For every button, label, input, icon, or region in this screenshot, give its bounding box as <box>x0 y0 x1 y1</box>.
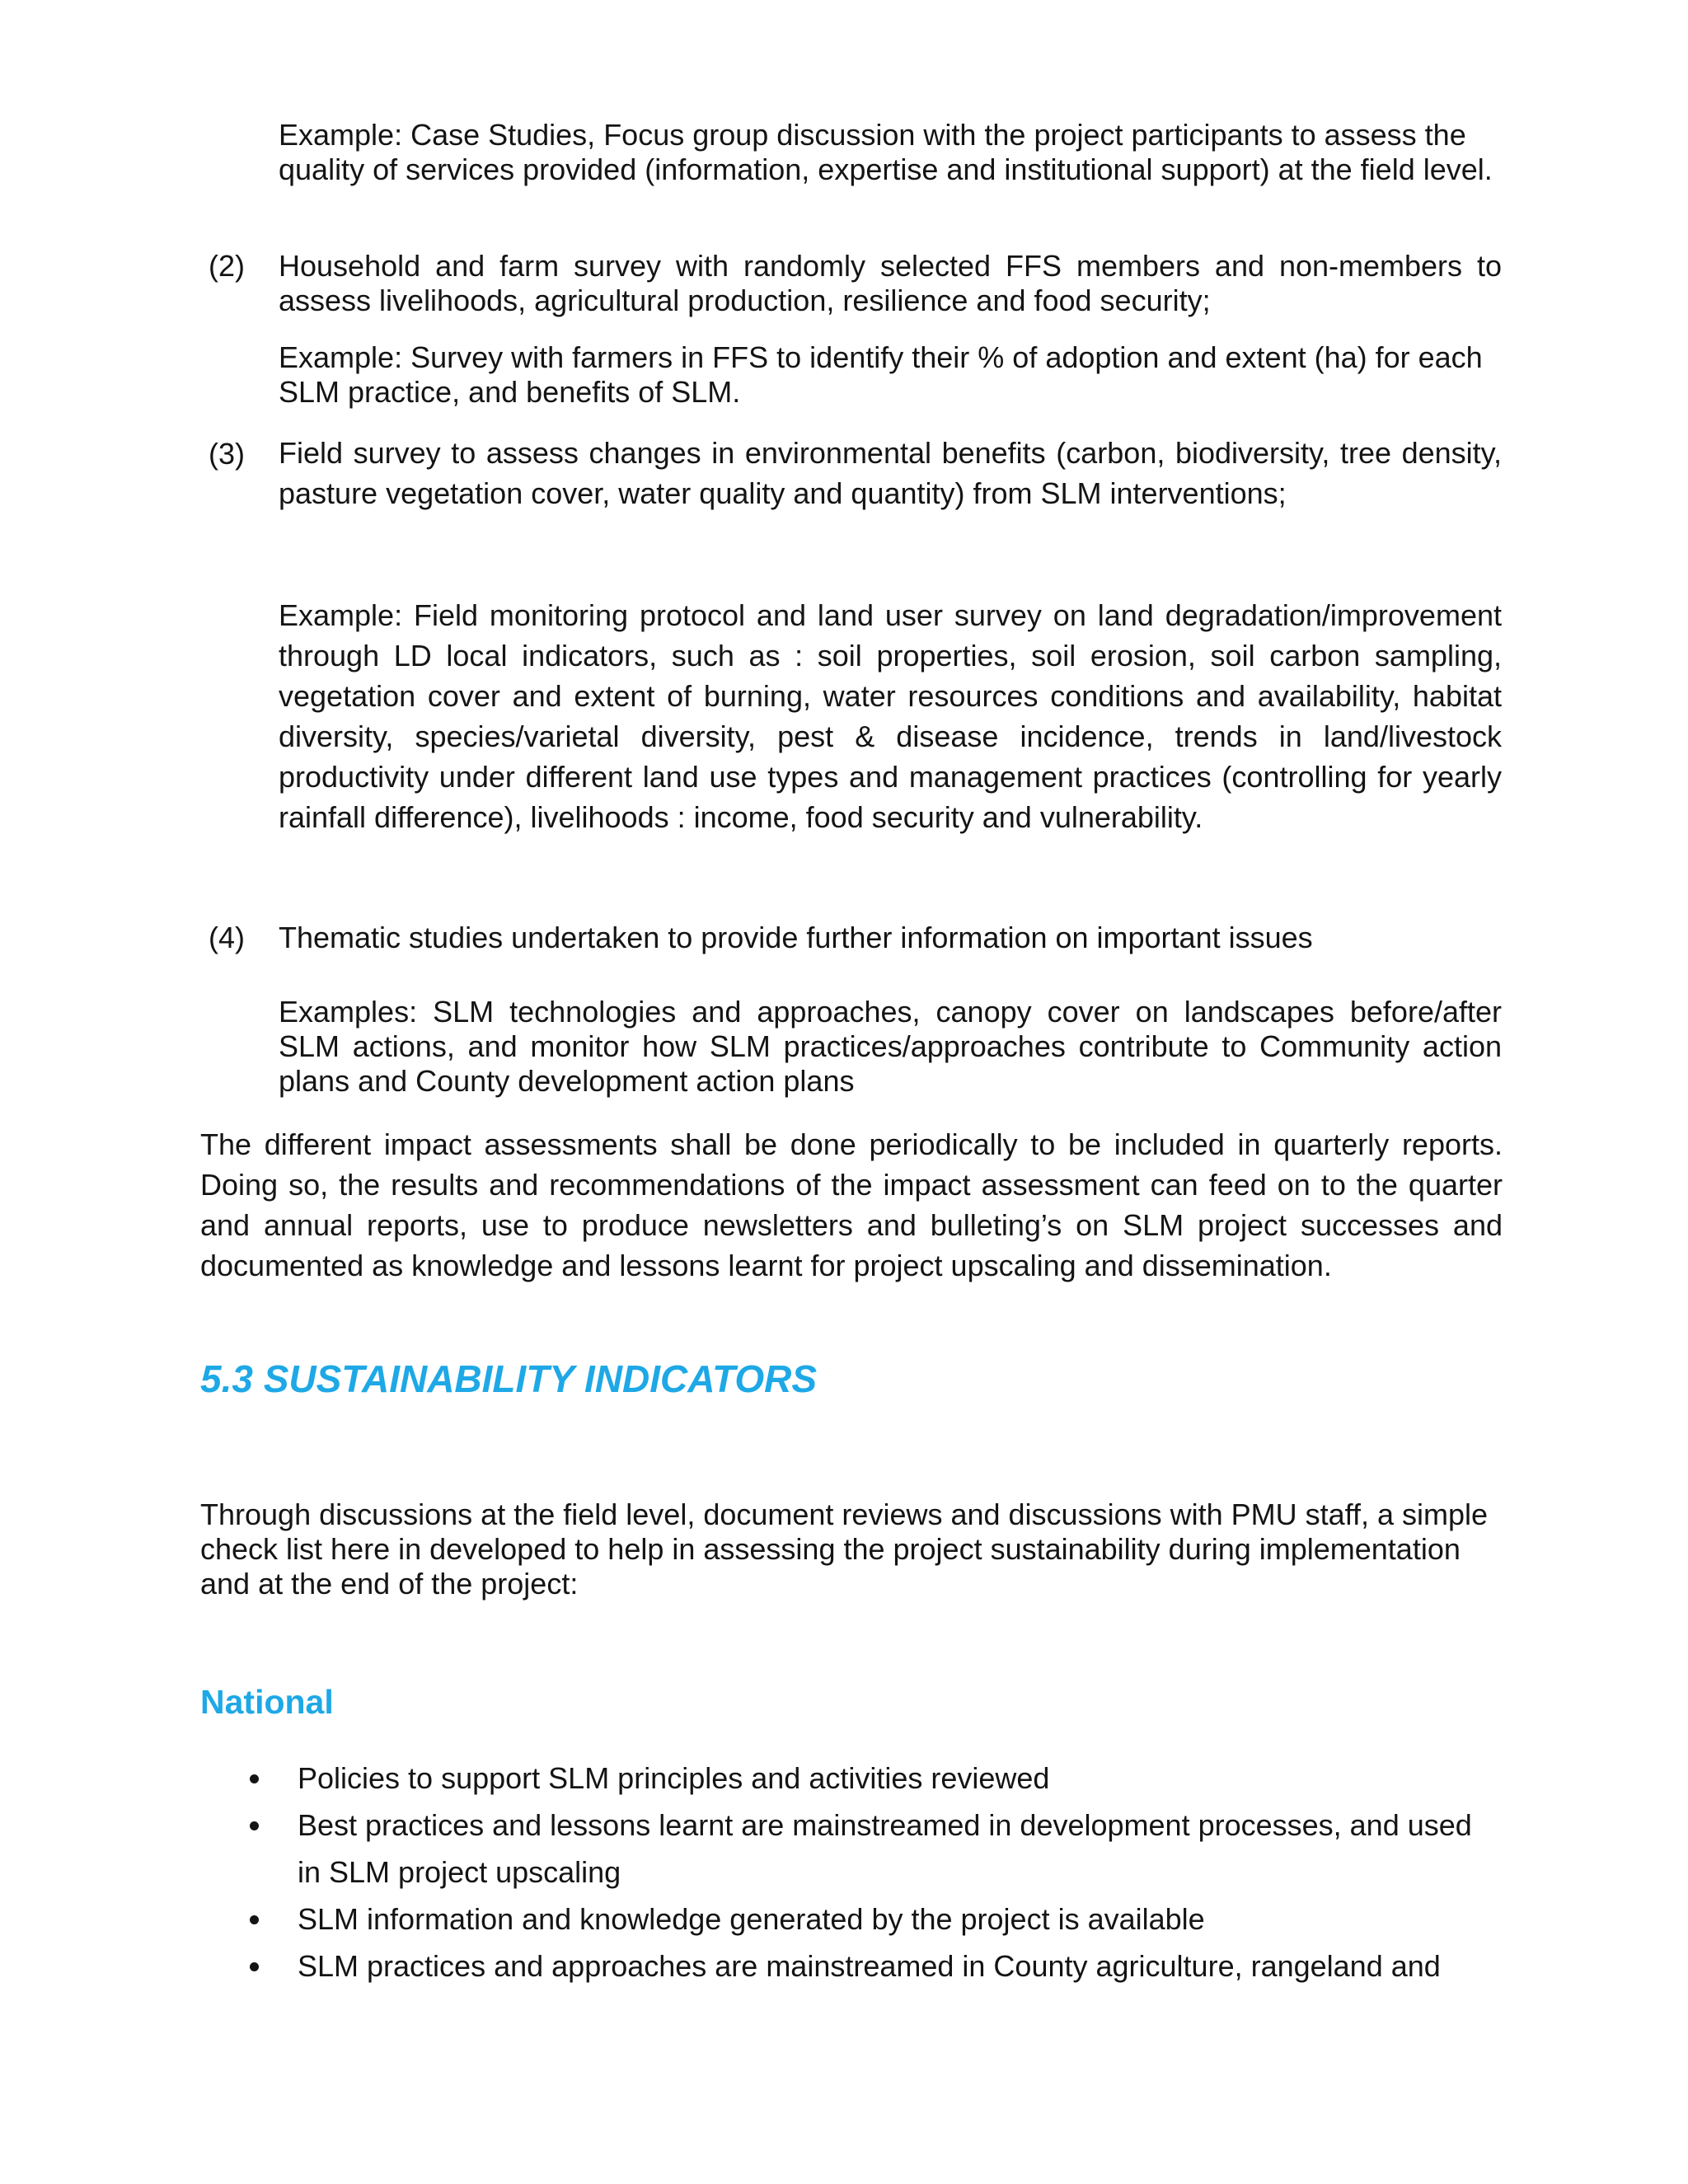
item-2-number: (2) <box>209 249 245 283</box>
item-2-example: Example: Survey with farmers in FFS to identify their % of adoption and extent (ha) for each SLM practice, and benefits of SLM. <box>279 340 1483 409</box>
item-2-text: Household and farm survey with randomly selected FFS members and non-members to assess livelihoods, agricultural production, resilience and food security; <box>279 249 1502 317</box>
intro-paragraph: Through discussions at the field level, document reviews and discussions with PMU staff, a simple check list here in developed to help in assessing the project sustainability during implementation and at the end of the project: <box>200 1497 1489 1601</box>
list-item-text: Best practices and lessons learnt are mainstreamed in development processes, and used in SLM project upscaling <box>298 1808 1472 1889</box>
item-3-text: Field survey to assess changes in environmental benefits (carbon, biodiversity, tree density, pasture vegetation cover, water quality and quantity) from SLM interventions; <box>279 436 1502 510</box>
national-bullet-list <box>200 1755 1503 1990</box>
example-1: Example: Case Studies, Focus group discussion with the project participants to assess the quality of services provided (information, expertise and institutional support) at the field level. <box>279 118 1493 186</box>
bullet-icon <box>250 1774 259 1783</box>
list-item-text: SLM practices and approaches are mainstreamed in County agriculture, rangeland and <box>298 1949 1441 1983</box>
subheading-national: National <box>200 1683 334 1721</box>
bullet-icon <box>250 1915 259 1924</box>
item-4-text: Thematic studies undertaken to provide further information on important issues <box>279 921 1313 954</box>
list-item <box>200 1802 1503 1896</box>
item-4-number: (4) <box>209 921 245 954</box>
list-item <box>200 1943 1503 1990</box>
item-4-example: Examples: SLM technologies and approaches, canopy cover on landscapes before/after SLM actions, and monitor how SLM practices/approaches contribute to Community action plans and County development action plans <box>279 995 1502 1098</box>
list-item-text: SLM information and knowledge generated by the project is available <box>298 1902 1205 1936</box>
bullet-icon <box>250 1821 259 1830</box>
bullet-icon <box>250 1962 259 1971</box>
item-3-example: Example: Field monitoring protocol and land user survey on land degradation/improvement through LD local indicators, such as : soil properties, soil erosion, soil carbon sampling, vegetation cover and extent of burning, water resources conditions and availability, habitat diversity, species/varietal diversity, pest & disease incidence, trends in land/livestock productivity under different land use types and management practices (controlling for yearly rainfall difference), livelihoods : income, food security and vulnerability. <box>279 598 1502 834</box>
item-3-number: (3) <box>209 437 245 471</box>
list-item-text: Policies to support SLM principles and activities reviewed <box>298 1761 1050 1795</box>
list-item <box>200 1896 1503 1943</box>
impact-paragraph: The different impact assessments shall be done periodically to be included in quarterly reports. Doing so, the results and recommendations of the impact assessment can feed on to the quarter and annual reports, use to produce newsletters and bulleting’s on SLM project successes and documented as knowledge and lessons learnt for project upscaling and dissemination. <box>200 1127 1503 1282</box>
section-heading: 5.3 SUSTAINABILITY INDICATORS <box>200 1357 818 1400</box>
list-item <box>200 1755 1503 1802</box>
